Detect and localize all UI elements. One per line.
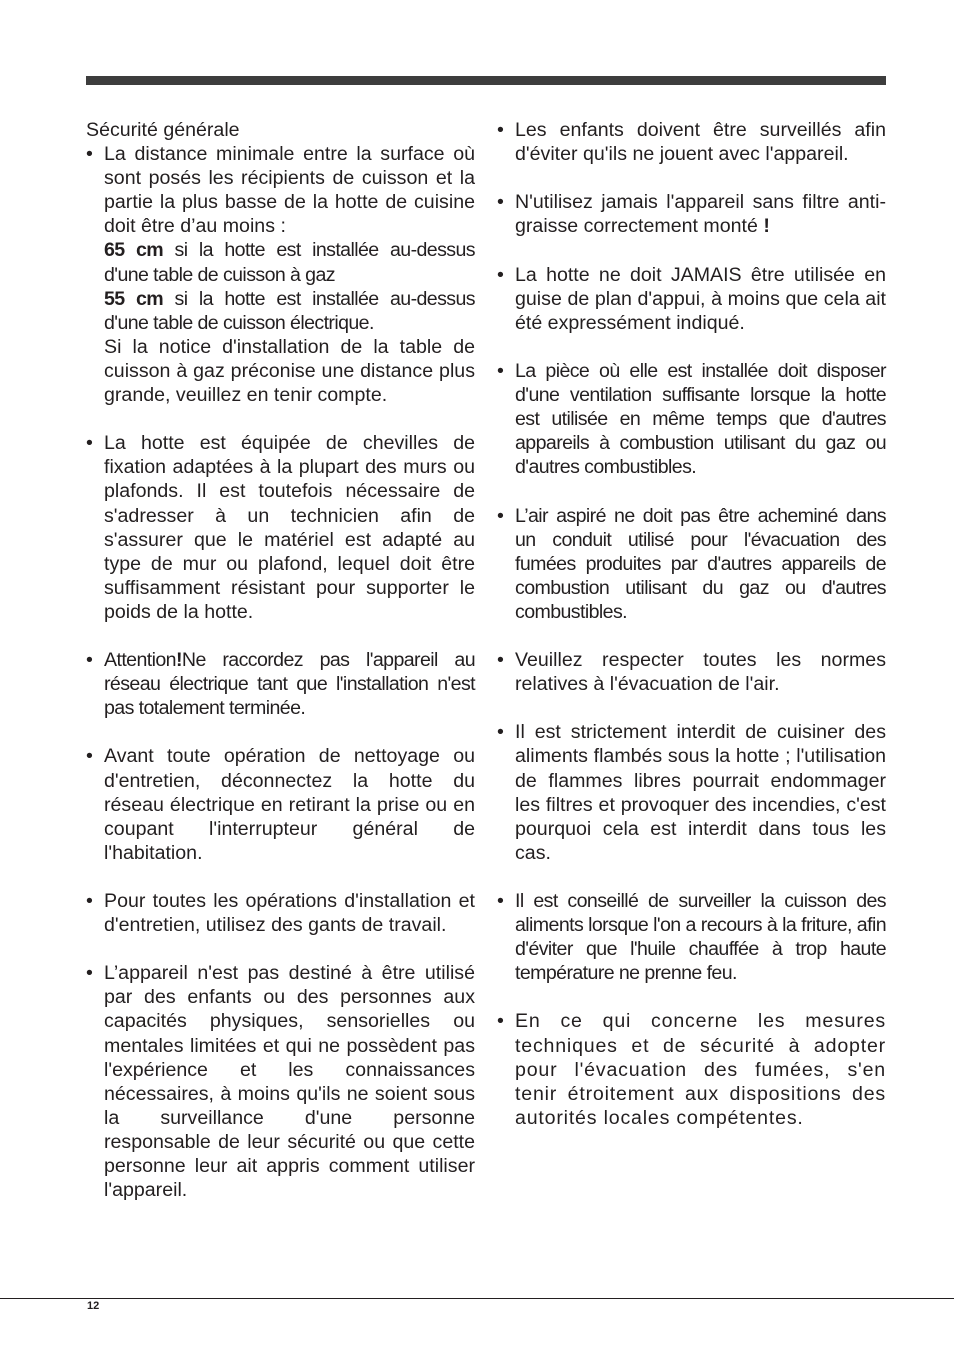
safety-list-left — [86, 142, 475, 1202]
distance-intro: La distance minimale entre la surface où sont posés les récipients de cuisson et la partie la plus basse de la hotte de cuisine doit être d’au moins : — [104, 143, 475, 238]
list-item-frying — [497, 889, 886, 985]
bullet: • — [497, 359, 504, 382]
fixing-text: La hotte est équipée de chevilles de fixation adaptées à la plupart des murs ou plafonds. Il est toutefois nécessaire de s'adresser à un technicien afin de s'assurer que le matériel est adapté au type de mur ou plafond, lequel doit être suffisamment résistant pour supporter le poids de la hotte. — [104, 432, 475, 623]
electric-distance — [104, 287, 475, 335]
list-item-fixing — [86, 431, 475, 624]
bullet: • — [497, 890, 504, 912]
gas-text: si la hotte est installée au-dessus d'une table de cuisson à gaz — [104, 239, 475, 286]
list-item-support — [497, 263, 886, 335]
list-item-children — [497, 118, 886, 166]
bullet: • — [86, 962, 93, 985]
bullet: • — [497, 721, 504, 744]
children-text: Les enfants doivent être surveillés afin d'éviter qu'ils ne jouent avec l'appareil. — [515, 119, 886, 166]
attention-prefix: Attention — [104, 649, 176, 672]
footer-rule — [0, 1298, 954, 1299]
bullet: • — [497, 1010, 504, 1033]
right-column — [497, 118, 886, 1154]
page-number: 12 — [87, 1300, 100, 1312]
bullet: • — [497, 191, 504, 214]
gloves-text: Pour toutes les opérations d'installation et d'entretien, utilisez des gants de travail. — [104, 890, 475, 937]
list-item-gloves — [86, 889, 475, 937]
list-item-users — [86, 961, 475, 1202]
warning-mark-icon: ! — [763, 215, 770, 238]
support-text: La hotte ne doit JAMAIS être utilisée en guise de plan d'appui, à moins que cela ait été expressément indiqué. — [515, 263, 886, 334]
list-item-exhaust — [497, 504, 886, 624]
list-item-cleaning — [86, 744, 475, 864]
list-item-attention — [86, 648, 475, 720]
left-column — [86, 118, 475, 1226]
bullet: • — [86, 745, 93, 768]
ventilation-text: La pièce où elle est installée doit disposer d'une ventilation suffisante lorsque la hotte est utilisée en même temps que d'autres appareils à combustion utilisant du gaz ou d'autres combustibles. — [515, 359, 886, 479]
bullet: • — [497, 504, 504, 527]
exhaust-text: L’air aspiré ne doit pas être acheminé dans un conduit utilisé pour l'évacuation des fumées produites par d'autres appareils de combustion utilisant du gaz ou d'autres combustibles. — [515, 504, 886, 623]
bullet: • — [497, 119, 504, 141]
filter-text — [515, 190, 886, 238]
frying-text: Il est conseillé de surveiller la cuisson des aliments lorsque l'on a recours à la friture, afin d'éviter que l'huile chauffée à trop haute température ne prenne feu. — [515, 890, 886, 985]
regulations-text: En ce qui concerne les mesures techniques et de sécurité à adopter pour l'évacuation des fumées, s'en tenir étroitement aux dispositions des autorités locales compétentes. — [515, 1010, 886, 1129]
bullet: • — [86, 432, 93, 455]
list-item-flambe — [497, 720, 886, 865]
gas-value: 65 cm — [104, 239, 164, 262]
bullet: • — [86, 890, 93, 912]
list-item-ventilation — [497, 359, 886, 479]
bullet: • — [497, 263, 504, 286]
list-item-regulations — [497, 1009, 886, 1129]
attention-text — [104, 648, 475, 720]
bullet: • — [497, 649, 504, 672]
bullet: • — [86, 649, 93, 672]
gas-distance — [104, 238, 475, 286]
cleaning-text: Avant toute opération de nettoyage ou d'entretien, déconnectez la hotte du réseau électrique en retirant la prise ou en coupant l'interrupteur général de l'habitation. — [104, 745, 475, 864]
list-item-norms — [497, 648, 886, 696]
bullet: • — [86, 143, 93, 166]
distance-note: Si la notice d'installation de la table de cuisson à gaz préconise une distance plus grande, veuillez en tenir compte. — [104, 335, 475, 407]
list-item-filter — [497, 190, 886, 238]
users-text: L’appareil n'est pas destiné à être utilisé par des enfants ou des personnes aux capacités physiques, sensorielles ou mentales limitées et qui ne possèdent pas l'expérience et les connaissances nécessaires, à moins qu'ils ne soient sous la surveillance d'une personne responsable de leur sécurité ou que cette personne leur ait appris comment utiliser l'appareil. — [104, 962, 475, 1202]
attention-body: Ne raccordez pas l'appareil au réseau électrique tant que l'installation n'est pas totalement terminée. — [104, 649, 475, 720]
electric-value: 55 cm — [104, 287, 164, 310]
filter-body: N'utilisez jamais l'appareil sans filtre anti-graisse correctement monté — [515, 191, 886, 238]
electric-text: si la hotte est installée au-dessus d'une table de cuisson électrique. — [104, 287, 475, 334]
norms-text: Veuillez respecter toutes les normes relatives à l'évacuation de l'air. — [515, 649, 886, 696]
flambe-text: Il est strictement interdit de cuisiner des aliments flambés sous la hotte ; l'utilisation de flammes libres pourrait endommager les filtres et provoquer des incendies, c'est pourquoi cela est interdit dans tous les cas. — [515, 721, 886, 864]
safety-list-right — [497, 118, 886, 1130]
section-title: Sécurité générale — [86, 119, 240, 141]
warning-mark-icon: ! — [175, 649, 182, 672]
list-item-distance — [86, 142, 475, 407]
header-rule — [86, 76, 886, 85]
